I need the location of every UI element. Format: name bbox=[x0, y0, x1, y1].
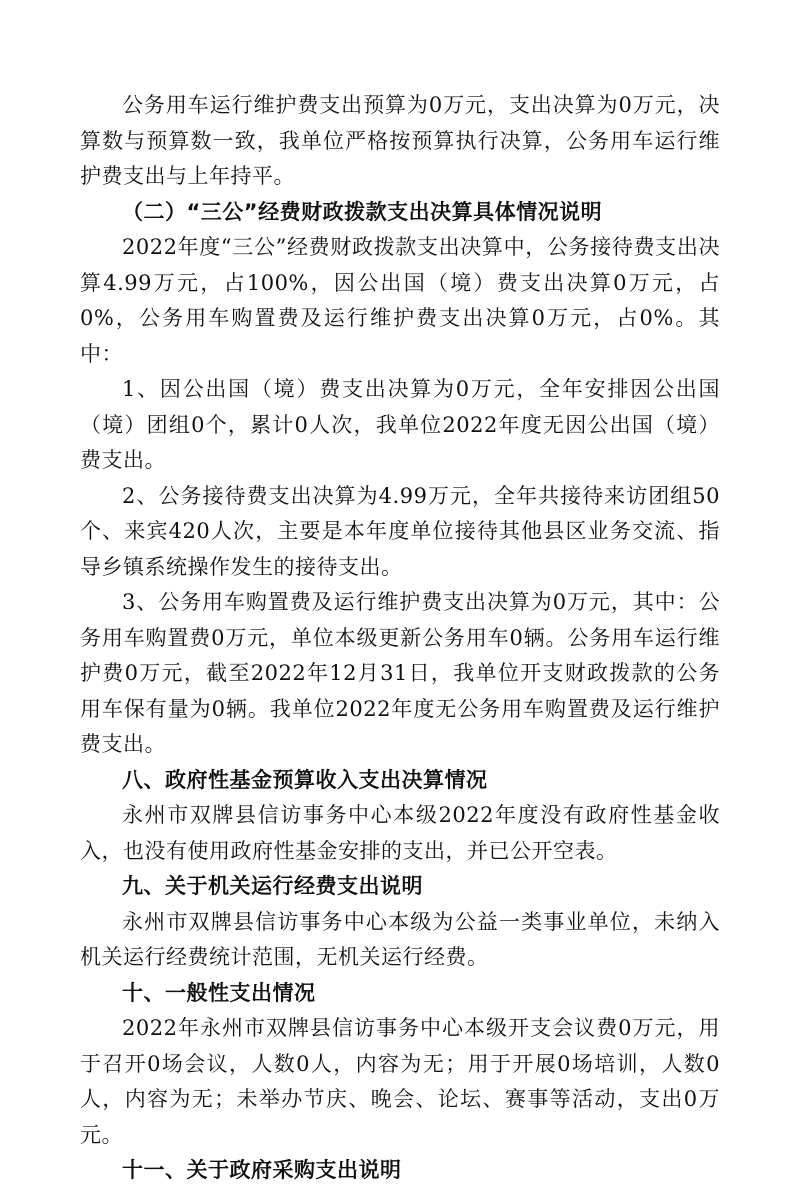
heading-three-public-details: （二）“三公”经费财政拨款支出决算具体情况说明 bbox=[122, 199, 603, 224]
document-page bbox=[80, 88, 720, 1189]
paragraph-three-public-summary: 2022年度“三公”经费财政拨款支出决算中，公务接待费支出决算4.99万元，占100%，因公出国（境）费支出决算0万元，占0%，公务用车购置费及运行维护费支出决算0万元，占0%。其中： bbox=[80, 235, 720, 366]
heading-government-fund: 八、政府性基金预算收入支出决算情况 bbox=[122, 767, 488, 792]
heading-general-expenditure: 十、一般性支出情况 bbox=[122, 980, 316, 1005]
paragraph-overseas-travel: 1、因公出国（境）费支出决算为0万元，全年安排因公出国（境）团组0个，累计0人次，我单位2022年度无因公出国（境）费支出。 bbox=[80, 377, 720, 472]
paragraph-vehicle-purchase: 3、公务用车购置费及运行维护费支出决算为0万元，其中：公务用车购置费0万元，单位本级更新公务用车0辆。公务用车运行维护费0万元，截至2022年12月31日，我单位开支财政拨款的公务用车保有量为0辆。我单位2022年度无公务用车购置费及运行维护费支出。 bbox=[80, 590, 720, 756]
heading-procurement: 十一、关于政府采购支出说明 bbox=[122, 1158, 402, 1182]
paragraph-government-fund: 永州市双牌县信访事务中心本级2022年度没有政府性基金收入，也没有使用政府性基金安排的支出，并已公开空表。 bbox=[80, 803, 720, 863]
paragraph-vehicle-maintenance: 公务用车运行维护费支出预算为0万元，支出决算为0万元，决算数与预算数一致，我单位严格按预算执行决算，公务用车运行维护费支出与上年持平。 bbox=[80, 93, 720, 188]
heading-operating-expenses: 九、关于机关运行经费支出说明 bbox=[122, 874, 423, 898]
paragraph-reception: 2、公务接待费支出决算为4.99万元，全年共接待来访团组50个、来宾420人次，主要是本年度单位接待其他县区业务交流、指导乡镇系统操作发生的接待支出。 bbox=[80, 483, 720, 579]
paragraph-general-expenditure: 2022年永州市双牌县信访事务中心本级开支会议费0万元，用于召开0场会议，人数0人，内容为无；用于开展0场培训，人数0人，内容为无；未举办节庆、晚会、论坛、赛事等活动，支出0万元。 bbox=[80, 1016, 720, 1147]
paragraph-operating-expenses: 永州市双牌县信访事务中心本级为公益一类事业单位，未纳入机关运行经费统计范围，无机关运行经费。 bbox=[80, 909, 720, 969]
